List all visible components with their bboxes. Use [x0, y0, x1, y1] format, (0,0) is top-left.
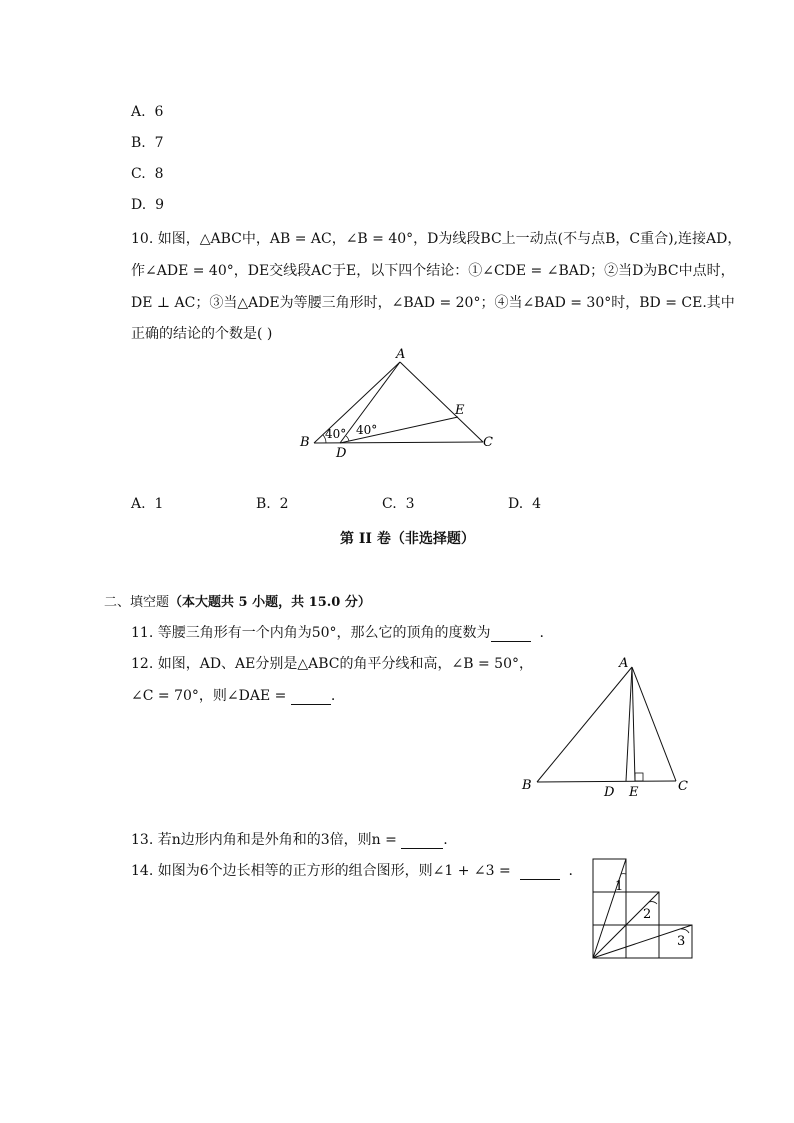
angle-label-3: 3 — [677, 934, 686, 949]
prev-option-d: D. 9 — [131, 197, 165, 213]
segment-ab — [537, 667, 632, 782]
q11 — [131, 622, 544, 642]
q10-option-a: A. 1 — [131, 496, 164, 512]
angle-arc-d — [346, 436, 349, 441]
q11-end: . — [539, 625, 544, 641]
label-a: A — [396, 347, 406, 362]
q11-text: 11. 等腰三角形有一个内角为50°，那么它的顶角的度数为 — [131, 625, 491, 641]
label-e: E — [629, 785, 639, 800]
q11-answer-blank[interactable] — [491, 627, 531, 642]
label-c: C — [678, 779, 688, 794]
section-2-detail: （本大题共 5 小题，共 15.0 分） — [169, 595, 371, 610]
label-a: A — [619, 656, 629, 671]
q12-triangle-figure — [515, 652, 700, 802]
segment-ac — [632, 667, 676, 781]
q10-option-c: C. 3 — [382, 496, 415, 512]
label-e: E — [455, 403, 465, 418]
q10-triangle-figure — [290, 340, 510, 460]
label-b: B — [300, 435, 310, 450]
label-d: D — [604, 785, 615, 800]
angle-label-b: 40° — [325, 427, 347, 441]
q13-text: 13. 若n边形内角和是外角和的3倍，则n = — [131, 832, 402, 848]
q13-answer-blank[interactable] — [401, 834, 443, 849]
angle-arc-2 — [649, 902, 657, 904]
prev-option-c: C. 8 — [131, 166, 164, 182]
q13-end: . — [443, 832, 448, 848]
q10-line-1: 10. 如图，△ABC中，AB = AC，∠B = 40°，D为线段BC上一动点(不与点B，C重合),连接AD， — [131, 231, 742, 247]
section-2-number: 二、 — [104, 595, 131, 610]
section-2-heading — [104, 591, 371, 610]
segment-ac — [400, 362, 483, 442]
q14-end: . — [568, 863, 573, 879]
q12-line-2 — [131, 685, 335, 705]
q10-line-4: 正确的结论的个数是( ) — [131, 326, 273, 342]
q10-option-d: D. 4 — [508, 496, 542, 512]
segment-bc — [537, 781, 676, 782]
prev-option-b: B. 7 — [131, 135, 164, 151]
q10-line-2: 作∠ADE = 40°，DE交线段AC于E，以下四个结论：①∠CDE = ∠BAD；②当D为BC中点时， — [131, 263, 735, 279]
q12-answer-blank[interactable] — [291, 690, 331, 705]
right-angle-mark — [635, 773, 643, 781]
angle-label-1: 1 — [615, 879, 624, 894]
q14-text: 14. 如图为6个边长相等的正方形的组合图形，则∠1 + ∠3 = — [131, 863, 511, 879]
label-d: D — [336, 446, 347, 460]
angle-label-2: 2 — [643, 907, 652, 922]
section-2-name: 填空题 — [130, 595, 170, 610]
label-b: B — [522, 778, 532, 793]
q14-answer-blank[interactable] — [520, 865, 560, 880]
square-6 — [659, 925, 692, 958]
segment-ad — [626, 667, 632, 781]
q12-line-1: 12. 如图，AD、AE分别是△ABC的角平分线和高，∠B = 50°， — [131, 656, 533, 672]
prev-option-a: A. 6 — [131, 104, 164, 120]
angle-arc-3 — [681, 929, 689, 933]
q13 — [131, 829, 448, 849]
q12-end: . — [330, 688, 336, 704]
angle-label-d: 40° — [356, 423, 378, 437]
segment-ae — [632, 667, 635, 781]
q10-line-3: DE ⊥ AC；③当△ADE为等腰三角形时，∠BAD = 20°；④当∠BAD = 30°时，BD = CE.其中 — [131, 295, 735, 311]
q12-line-2-text: ∠C = 70°，则∠DAE = — [131, 688, 291, 704]
label-c: C — [483, 435, 493, 450]
q14-squares-figure — [585, 852, 700, 964]
segment-bc — [314, 442, 483, 443]
q10-option-b: B. 2 — [256, 496, 289, 512]
part-2-title: 第 II 卷（非选择题） — [340, 531, 475, 547]
q14 — [131, 860, 573, 880]
